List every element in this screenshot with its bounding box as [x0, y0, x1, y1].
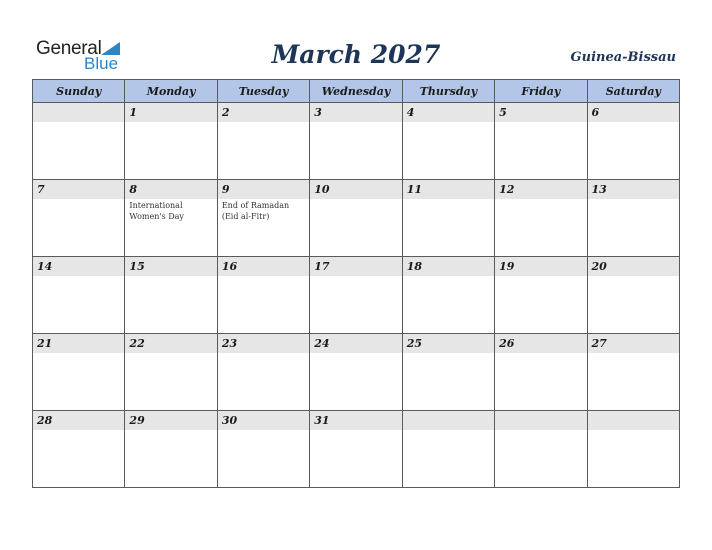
- weekday-header: Thursday: [402, 80, 494, 103]
- week-row: [33, 103, 680, 180]
- day-cell: [310, 411, 402, 488]
- logo-general-text: General: [36, 38, 102, 59]
- day-number: 3: [310, 103, 401, 122]
- day-cell: [217, 180, 309, 257]
- day-number: 7: [33, 180, 124, 199]
- day-number: 4: [403, 103, 494, 122]
- day-cell: [310, 334, 402, 411]
- weekday-header: Saturday: [587, 80, 679, 103]
- day-cell: [217, 103, 309, 180]
- day-cell: [33, 180, 125, 257]
- day-cell: [310, 103, 402, 180]
- logo-blue-text: Blue: [84, 54, 119, 73]
- weekday-header: Sunday: [33, 80, 125, 103]
- day-cell: [495, 334, 587, 411]
- week-row: [33, 334, 680, 411]
- day-cell: [402, 103, 494, 180]
- day-number: 10: [310, 180, 401, 199]
- day-cell: [402, 334, 494, 411]
- day-cell: [310, 180, 402, 257]
- day-cell: [495, 103, 587, 180]
- weekday-header: Wednesday: [310, 80, 402, 103]
- day-cell: [587, 334, 679, 411]
- day-cell: [217, 257, 309, 334]
- calendar-title: March 2027: [271, 40, 441, 69]
- day-cell: [495, 257, 587, 334]
- day-number: 24: [310, 334, 401, 353]
- day-number: 26: [495, 334, 586, 353]
- day-cell: [33, 411, 125, 488]
- day-number: 11: [403, 180, 494, 199]
- day-number: 19: [495, 257, 586, 276]
- day-number: 31: [310, 411, 401, 430]
- week-row: [33, 180, 680, 257]
- calendar-grid: [32, 79, 680, 488]
- weekday-header: Monday: [125, 80, 217, 103]
- day-number: 22: [125, 334, 216, 353]
- day-number: [33, 103, 124, 122]
- day-cell: [217, 334, 309, 411]
- day-number: [403, 411, 494, 430]
- day-cell: [310, 257, 402, 334]
- day-cell: [495, 411, 587, 488]
- day-number: 9: [218, 180, 309, 199]
- day-number: 21: [33, 334, 124, 353]
- day-number: 5: [495, 103, 586, 122]
- day-number: 13: [588, 180, 679, 199]
- day-cell: [33, 103, 125, 180]
- week-row: [33, 257, 680, 334]
- day-number: 14: [33, 257, 124, 276]
- day-number: 6: [588, 103, 679, 122]
- day-number: 1: [125, 103, 216, 122]
- day-number: 8: [125, 180, 216, 199]
- day-cell: [402, 411, 494, 488]
- day-number: 18: [403, 257, 494, 276]
- weekday-header-row: [33, 80, 680, 103]
- day-number: 17: [310, 257, 401, 276]
- weekday-header: Friday: [495, 80, 587, 103]
- day-number: [588, 411, 679, 430]
- day-cell: [125, 257, 217, 334]
- holiday-label: International Women's Day: [129, 201, 184, 221]
- country-name: Guinea-Bissau: [570, 50, 676, 65]
- day-number: 23: [218, 334, 309, 353]
- day-number: 20: [588, 257, 679, 276]
- day-cell: [125, 180, 217, 257]
- day-number: 29: [125, 411, 216, 430]
- day-cell: [495, 180, 587, 257]
- weekday-header: Tuesday: [217, 80, 309, 103]
- day-number: 2: [218, 103, 309, 122]
- day-cell: [33, 334, 125, 411]
- day-number: 15: [125, 257, 216, 276]
- day-cell: [217, 411, 309, 488]
- day-number: 25: [403, 334, 494, 353]
- day-cell: [587, 257, 679, 334]
- day-cell: [125, 103, 217, 180]
- day-cell: [125, 411, 217, 488]
- day-cell: [587, 180, 679, 257]
- week-row: [33, 411, 680, 488]
- day-cell: [402, 180, 494, 257]
- day-cell: [33, 257, 125, 334]
- day-cell: [402, 257, 494, 334]
- day-number: 16: [218, 257, 309, 276]
- holiday-label: End of Ramadan (Eid al-Fitr): [221, 201, 290, 221]
- day-cell: [587, 103, 679, 180]
- day-number: [495, 411, 586, 430]
- day-number: 28: [33, 411, 124, 430]
- day-number: 27: [588, 334, 679, 353]
- day-cell: [587, 411, 679, 488]
- day-number: 30: [218, 411, 309, 430]
- day-number: 12: [495, 180, 586, 199]
- day-cell: [125, 334, 217, 411]
